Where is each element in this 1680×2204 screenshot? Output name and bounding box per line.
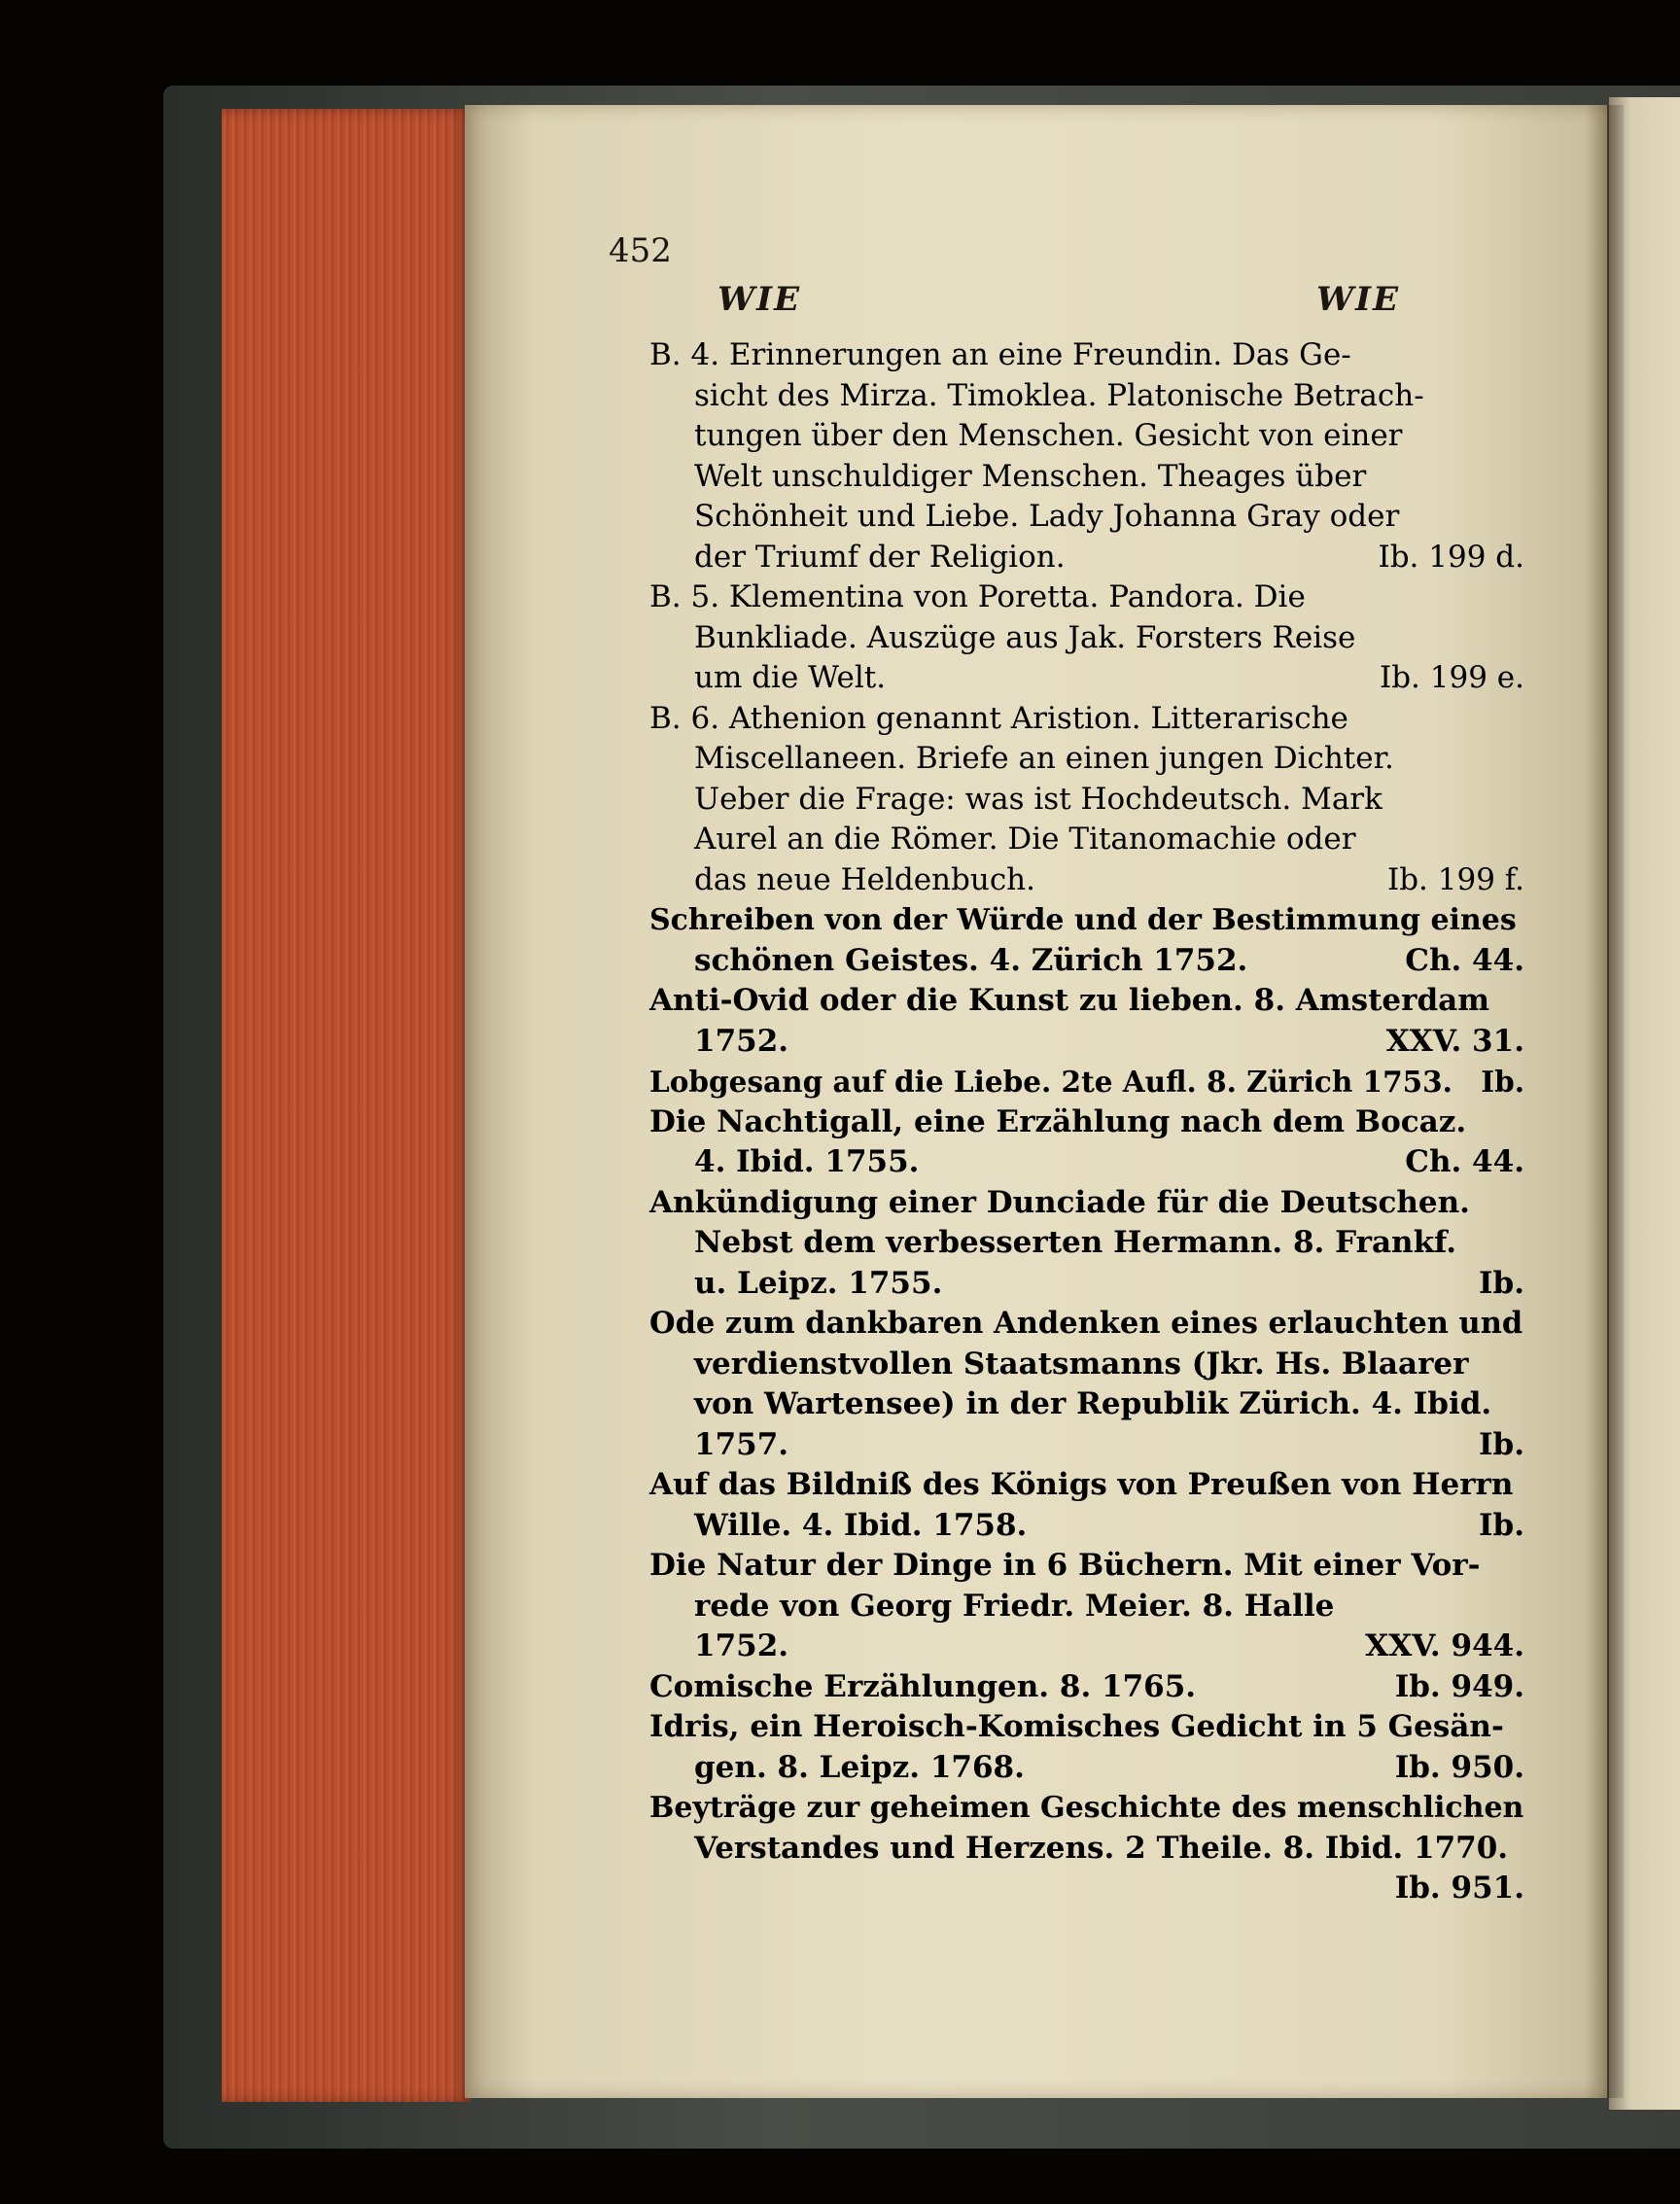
entry-reference: Ib. 199 f. [1386, 861, 1524, 897]
entry-line [649, 1667, 1524, 1708]
entry-line-text: Beyträge zur geheimen Geschichte des menschlichen [649, 1791, 1524, 1825]
entry-line-text: Comische Erzählungen. 8. 1765. [649, 1668, 1197, 1704]
entry-line [649, 1587, 1524, 1627]
bibliography-entry [649, 1102, 1524, 1183]
entry-line-text: verdienstvollen Staatsmanns (Jkr. Hs. Blaarer [694, 1346, 1469, 1382]
entry-line [649, 658, 1524, 699]
entry-line-text: B. 5. Klementina von Poretta. Pandora. Die [649, 579, 1306, 614]
bibliography-entry [649, 981, 1524, 1062]
entry-reference: Ib. [1479, 1426, 1524, 1462]
bibliography-entry [649, 577, 1524, 699]
entry-line-text: Anti-Ovid oder die Kunst zu lieben. 8. Amsterdam [649, 983, 1490, 1018]
bibliography-entry [649, 900, 1524, 981]
page-number: 452 [609, 231, 672, 270]
entry-line-text: um die Welt. [694, 660, 887, 695]
entry-line-text: Bunkliade. Auszüge aus Jak. Forsters Reise [694, 619, 1356, 655]
entry-line-text: rede von Georg Friedr. Meier. 8. Halle [694, 1588, 1335, 1624]
entry-reference: XXV. 31. [1385, 1023, 1524, 1059]
entry-reference: Ib. 950. [1394, 1749, 1524, 1785]
entry-line [649, 1707, 1524, 1748]
entry-line-text: Ode zum dankbaren Andenken eines erlauchten und [649, 1306, 1523, 1341]
entry-line-text: Die Nachtigall, eine Erzählung nach dem Bocaz. [649, 1103, 1467, 1139]
entry-line-text: 1752. [694, 1023, 789, 1059]
entry-line-text: Schönheit und Liebe. Lady Johanna Gray oder [694, 499, 1400, 534]
entry-line [649, 376, 1524, 417]
entry-line-text: Miscellaneen. Briefe an einen jungen Dichter. [694, 741, 1394, 776]
entry-line [649, 699, 1524, 740]
running-head-right: WIE [1316, 280, 1401, 319]
entry-line [649, 1627, 1524, 1667]
bibliography-entry [649, 1465, 1524, 1546]
entry-line [649, 1062, 1524, 1102]
entry-line-text: das neue Heldenbuch. [694, 861, 1036, 897]
entry-line [649, 416, 1524, 457]
entry-line-text: 1757. [694, 1426, 789, 1462]
bibliography-entries [649, 335, 1524, 1909]
entry-line [649, 1869, 1524, 1909]
entry-line-text: Ankündigung einer Dunciade für die Deutschen. [649, 1184, 1470, 1220]
entry-line [649, 1829, 1524, 1870]
entry-line-text: 4. Ibid. 1755. [694, 1144, 920, 1179]
entry-line [649, 860, 1524, 901]
entry-line-text: tungen über den Menschen. Gesicht von einer [694, 418, 1403, 453]
entry-line-text: Auf das Bildniß des Königs von Preußen von Herrn [649, 1467, 1514, 1502]
entry-line [649, 1022, 1524, 1063]
entry-line-text: Idris, ein Heroisch-Komisches Gedicht in 5 Gesän- [649, 1709, 1504, 1744]
entry-line [649, 1183, 1524, 1224]
entry-line [649, 981, 1524, 1022]
entry-line [649, 780, 1524, 821]
bibliography-entry [649, 1183, 1524, 1305]
entry-reference: Ch. 44. [1405, 942, 1524, 978]
entry-line [649, 900, 1524, 941]
entry-line [649, 618, 1524, 659]
entry-reference: Ib. 949. [1394, 1668, 1524, 1704]
bibliography-entry [649, 1667, 1524, 1708]
entry-line [649, 1425, 1524, 1466]
entry-line-text: Wille. 4. Ibid. 1758. [694, 1507, 1028, 1543]
entry-line-text: Lobgesang auf die Liebe. 2te Aufl. 8. Zürich 1753. [649, 1065, 1452, 1099]
entry-line-text: von Wartensee) in der Republik Zürich. 4. Ibid. [694, 1386, 1492, 1421]
entry-line [649, 820, 1524, 860]
gutter-shadow [1585, 105, 1624, 2098]
entry-line [649, 1304, 1524, 1345]
entry-line-text: 1752. [694, 1628, 789, 1663]
entry-reference: Ib. 951. [1394, 1871, 1524, 1906]
entry-line [649, 1506, 1524, 1547]
bibliography-entry [649, 1546, 1524, 1667]
entry-line-text: Schreiben von der Würde und der Bestimmung eines [649, 903, 1517, 937]
bibliography-entry [649, 1062, 1524, 1102]
entry-line [649, 1102, 1524, 1143]
entry-line [649, 941, 1524, 982]
entry-line-text: Ueber die Frage: was ist Hochdeutsch. Mark [694, 781, 1382, 817]
bibliography-entry [649, 699, 1524, 901]
entry-line [649, 577, 1524, 618]
entry-line [649, 457, 1524, 498]
entry-line [649, 739, 1524, 780]
entry-reference: Ib. [1479, 1265, 1524, 1301]
bibliography-entry [649, 1304, 1524, 1465]
entry-line-text: Verstandes und Herzens. 2 Theile. 8. Ibid. 1770. [694, 1830, 1509, 1866]
entry-line-text: gen. 8. Leipz. 1768. [694, 1749, 1025, 1785]
entry-line-text: u. Leipz. 1755. [694, 1265, 943, 1301]
entry-line-text: schönen Geistes. 4. Zürich 1752. [694, 942, 1248, 978]
entry-line [649, 1142, 1524, 1183]
running-head-left: WIE [718, 280, 802, 319]
entry-reference: Ib. 199 d. [1378, 539, 1524, 575]
page-edges [222, 109, 470, 2102]
entry-line [649, 1748, 1524, 1789]
bibliography-entry [649, 335, 1524, 577]
entry-line-text: sicht des Mirza. Timoklea. Platonische Betrach- [694, 377, 1424, 413]
entry-line-text: Welt unschuldiger Menschen. Theages über [694, 458, 1367, 494]
entry-reference: Ch. 44. [1405, 1144, 1524, 1179]
entry-line [649, 538, 1524, 578]
entry-line [649, 1788, 1524, 1829]
bibliography-entry [649, 1707, 1524, 1788]
entry-line [649, 1465, 1524, 1506]
entry-line-text: der Triumf der Religion. [694, 539, 1066, 575]
entry-reference: Ib. [1481, 1065, 1524, 1099]
entry-line [649, 1223, 1524, 1264]
entry-line-text: B. 6. Athenion genannt Aristion. Litterarische [649, 700, 1348, 736]
bibliography-entry [649, 1788, 1524, 1909]
entry-line-text: Nebst dem verbesserten Hermann. 8. Frankf. [694, 1225, 1457, 1260]
entry-line [649, 1345, 1524, 1385]
entry-line [649, 1546, 1524, 1587]
entry-line-text: B. 4. Erinnerungen an eine Freundin. Das Ge- [649, 337, 1351, 372]
entry-reference: Ib. [1479, 1507, 1524, 1543]
entry-line [649, 335, 1524, 376]
entry-line-text: Aurel an die Römer. Die Titanomachie oder [694, 822, 1356, 857]
entry-line [649, 497, 1524, 538]
entry-reference: Ib. 199 e. [1379, 660, 1524, 695]
entry-line [649, 1264, 1524, 1305]
entry-line [649, 1384, 1524, 1425]
entry-reference: XXV. 944. [1365, 1628, 1524, 1663]
entry-line-text: Die Natur der Dinge in 6 Büchern. Mit einer Vor- [649, 1548, 1481, 1583]
